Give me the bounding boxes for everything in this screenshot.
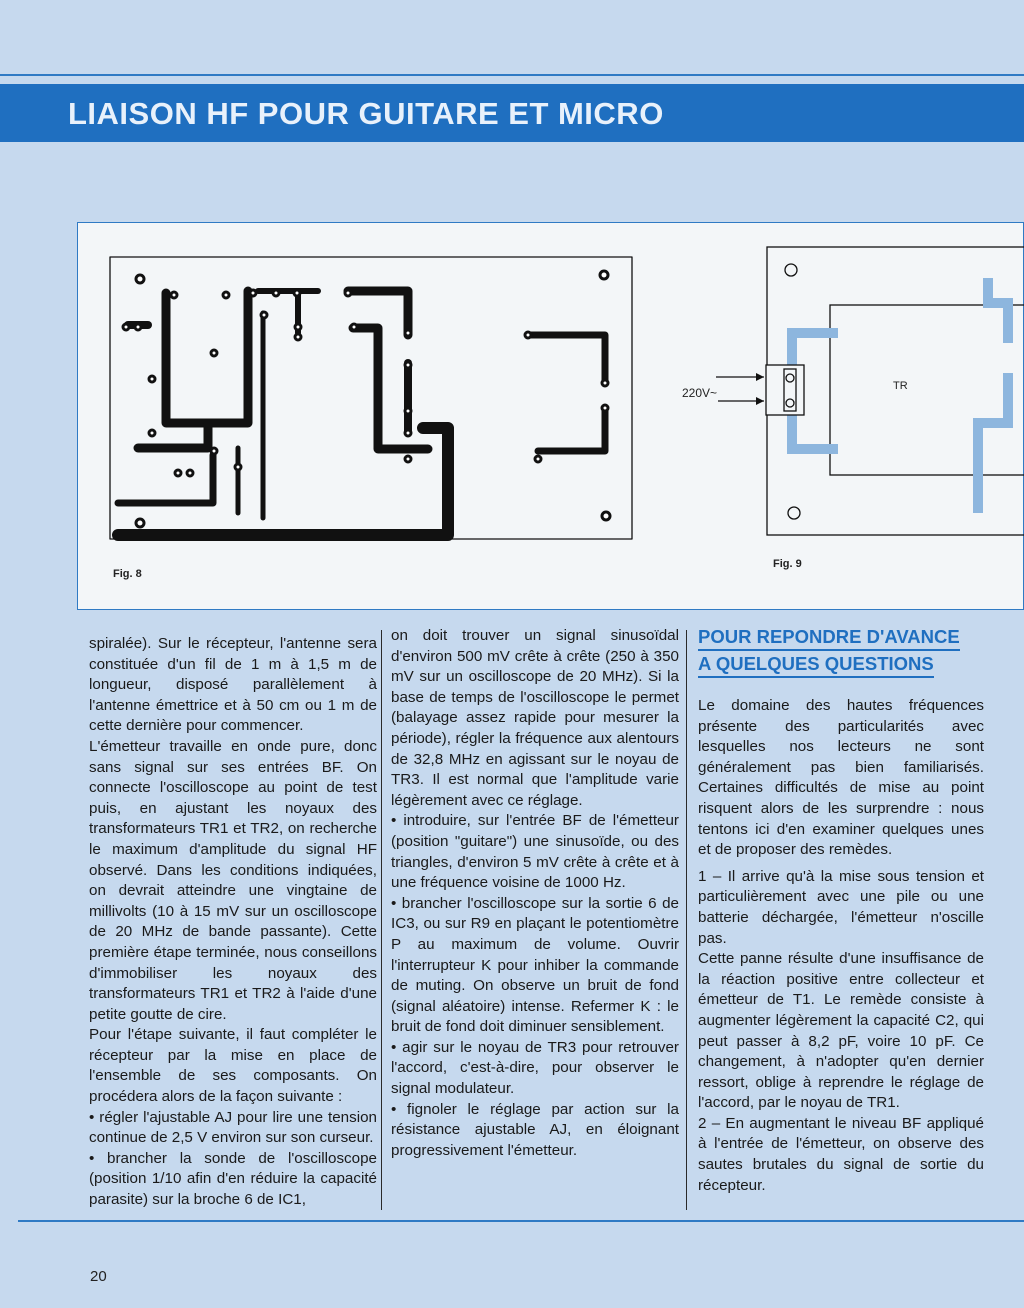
paragraph: • régler l'ajustable AJ pour lire une tension continue de 2,5 V environ sur son curseur. bbox=[89, 1108, 377, 1147]
paragraph: Le domaine des hautes fréquences présente des particularités avec lesquelles nos lecteurs ne sont généralement pas bien familiarisés. Certaines difficultés de mise au point risquent alors de les surprendre : nous tentons ici d'en examiner quelques unes et de proposer des remèdes. bbox=[698, 697, 984, 859]
paragraph: spiralée). Sur le récepteur, l'antenne sera constituée d'un fil de 1 m à 1,5 m de longueur, disposé parallèlement à l'antenne émettrice et à 50 cm ou 1 m de cette dernière pour commencer. bbox=[89, 635, 377, 735]
top-rule bbox=[0, 74, 1024, 76]
text-column-3 bbox=[698, 696, 984, 1196]
paragraph: 2 – En augmentant le niveau BF appliqué à l'entrée de l'émetteur, on observe des sautes brutales du signal de sortie du récepteur. bbox=[698, 1114, 984, 1194]
mains-voltage-label: 220V~ bbox=[682, 386, 718, 400]
paragraph: L'émetteur travaille en onde pure, donc sans signal sur ses entrées BF. On connecte l'oscilloscope au point de test puis, en ajustant les noyaux des transformateurs TR1 et TR2, on recherche le maximum d'amplitude du signal HF observé. Dans les conditions indiquées, on devrait atteindre une vingtaine de millivolts (10 à 15 mV sur un oscilloscope de 20 MHz de bande passante). Cette première étape terminée, nous conseillons d'immobiliser les noyaux des transformateurs TR1 et TR2 à l'aide d'une petite goutte de cire. bbox=[89, 737, 377, 1023]
sidebar-heading-line: POUR REPONDRE D'AVANCE bbox=[698, 624, 960, 651]
paragraph: • brancher l'oscilloscope sur la sortie 6 de IC3, ou sur R9 en plaçant le potentiomètre P au maximum de volume. Ouvrir l'interrupteur K pour inhiber la commande de muting. On observe un bruit de fond (signal aléatoire) intense. Refermer K : le bruit de fond doit diminuer sensiblement. bbox=[391, 894, 679, 1036]
paragraph: • fignoler le réglage par action sur la résistance ajustable AJ, en éloignant progressivement l'émetteur. bbox=[391, 1100, 679, 1159]
column-divider bbox=[686, 630, 687, 1210]
page-title: LIAISON HF POUR GUITARE ET MICRO bbox=[68, 96, 664, 131]
paragraph: 1 – Il arrive qu'à la mise sous tension et particulièrement avec une pile ou une batterie déchargée, l'émetteur n'oscille pas. bbox=[698, 867, 984, 947]
sidebar-heading-line: A QUELQUES QUESTIONS bbox=[698, 651, 934, 678]
fig8-caption: Fig. 8 bbox=[113, 568, 142, 580]
fig8-pads bbox=[123, 271, 610, 527]
paragraph: on doit trouver un signal sinusoïdal d'environ 500 mV crête à crête (250 à 350 mV sur un oscilloscope de 20 MHz). Si la base de temps de l'oscilloscope le permet (balayage assez rapide pour mesurer la période), régler la fréquence aux alentours de 32,8 MHz en agissant sur le noyau de TR3. Il est normal que l'amplitude varie légèrement avec ce réglage. bbox=[391, 627, 679, 809]
paragraph: • agir sur le noyau de TR3 pour retrouver l'accord, c'est-à-dire, pour observer le signal modulateur. bbox=[391, 1038, 679, 1098]
text-column-2 bbox=[391, 626, 679, 1161]
figure-panel bbox=[77, 222, 1024, 610]
fig9-board bbox=[716, 247, 1024, 535]
fig8-pcb bbox=[110, 257, 632, 539]
paragraph: • introduire, sur l'entrée BF de l'émetteur (position "guitare") une sinusoïde, ou des triangles, d'environ 5 mV crête à crête et à une fréquence voisine de 1000 Hz. bbox=[391, 812, 679, 892]
bottom-rule bbox=[18, 1220, 1024, 1222]
transformer-label: TR bbox=[893, 380, 908, 392]
paragraph: Cette panne résulte d'une insuffisance de la réaction positive entre collecteur et émetteur de T1. Le remède consiste à augmenter légèrement la capacité C2, qui peut passer à 8,2 pF, voire 10 pF. Ce changement, à n'adopter qu'en dernier ressort, oblige à reprendre le réglage de l'accord, par le noyau de TR1. bbox=[698, 950, 984, 1112]
paragraph: Pour l'étape suivante, il faut compléter le récepteur par la mise en place de l'ensemble de ses composants. On procédera alors de la façon suivante : bbox=[89, 1026, 377, 1106]
fig9-caption: Fig. 9 bbox=[773, 558, 802, 570]
text-column-1 bbox=[89, 634, 377, 1211]
figures-artwork bbox=[78, 223, 1024, 611]
sidebar-heading bbox=[698, 624, 978, 678]
column-divider bbox=[381, 630, 382, 1210]
paragraph: • brancher la sonde de l'oscilloscope (position 1/10 afin d'en réduire la capacité parasite) sur la broche 6 de IC1, bbox=[89, 1149, 377, 1209]
page-number: 20 bbox=[90, 1268, 107, 1285]
